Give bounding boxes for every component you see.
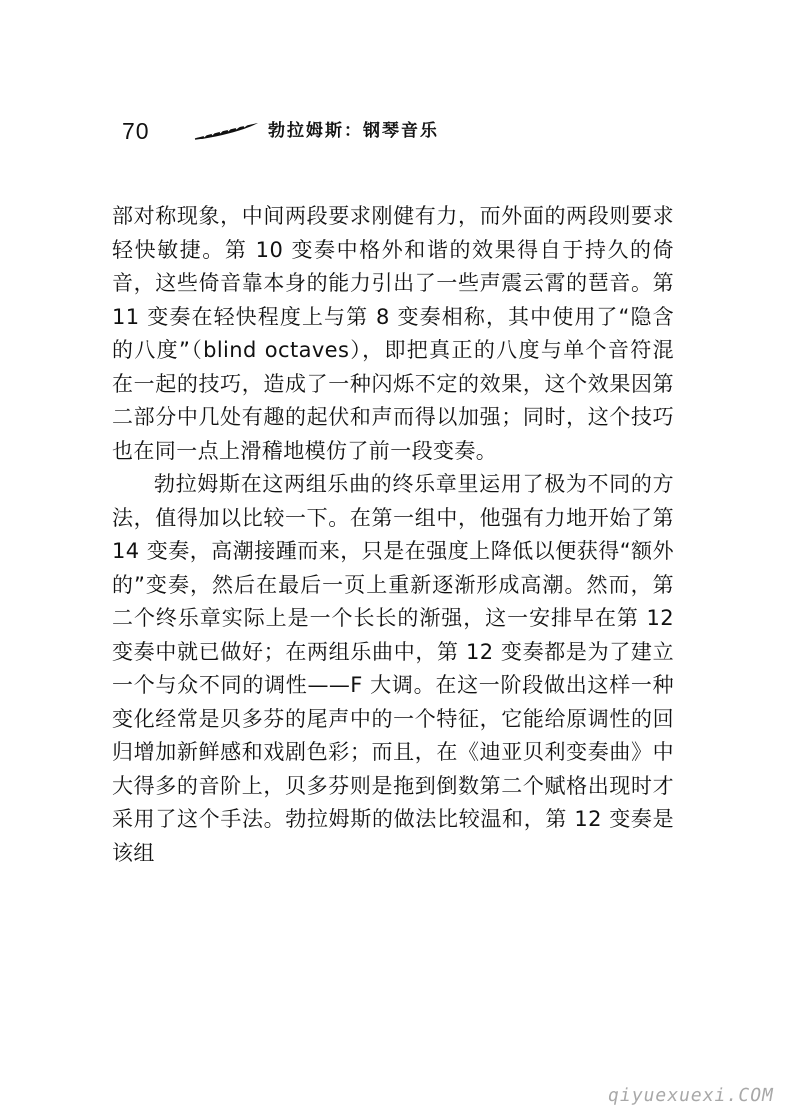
site-watermark: qiyuexuexi.COM [606, 1085, 776, 1106]
paragraph-2: 勃拉姆斯在这两组乐曲的终乐章里运用了极为不同的方法，值得加以比较一下。在第一组中，他强有力地开始了第 14 变奏，高潮接踵而来，只是在强度上降低以便获得“额外的”变奏，然后在最后一页上重新逐渐形成高潮。然而，第二个终乐章实际上是一个长长的渐强，这一安排早在第 12 变奏中就已做好；在两组乐曲中，第 12 变奏都是为了建立一个与众不同的调性——F 大调。在这一阶段做出这样一种变化经常是贝多芬的尾声中的一个特征，它能给原调性的回归增加新鲜感和戏剧色彩；而且，在《迪亚贝利变奏曲》中大得多的音阶上，贝多芬则是拖到倒数第二个赋格出现时才采用了这个手法。勃拉姆斯的做法比较温和，第 12 变奏是该组 [112, 472, 674, 865]
paragraph-1: 部对称现象，中间两段要求刚健有力，而外面的两段则要求轻快敏捷。第 10 变奏中格外和谐的效果得自于持久的倚音，这些倚音靠本身的能力引出了一些声震云霄的琶音。第 11 变奏在轻快程度上与第 8 变奏相称，其中使用了“隐含的八度”（blind octaves），即把真正的八度与单个音符混在一起的技巧，造成了一种闪烁不定的效果，这个效果因第二部分中几处有趣的起伏和声而得以加强；同时，这个技巧也在同一点上滑稽地模仿了前一段变奏。 [112, 204, 674, 463]
running-title: 勃拉姆斯：钢琴音乐 [268, 121, 439, 141]
body-text [112, 200, 674, 870]
page-header [122, 116, 682, 146]
feather-quill-icon [194, 121, 260, 141]
page-number: 70 [122, 118, 150, 144]
